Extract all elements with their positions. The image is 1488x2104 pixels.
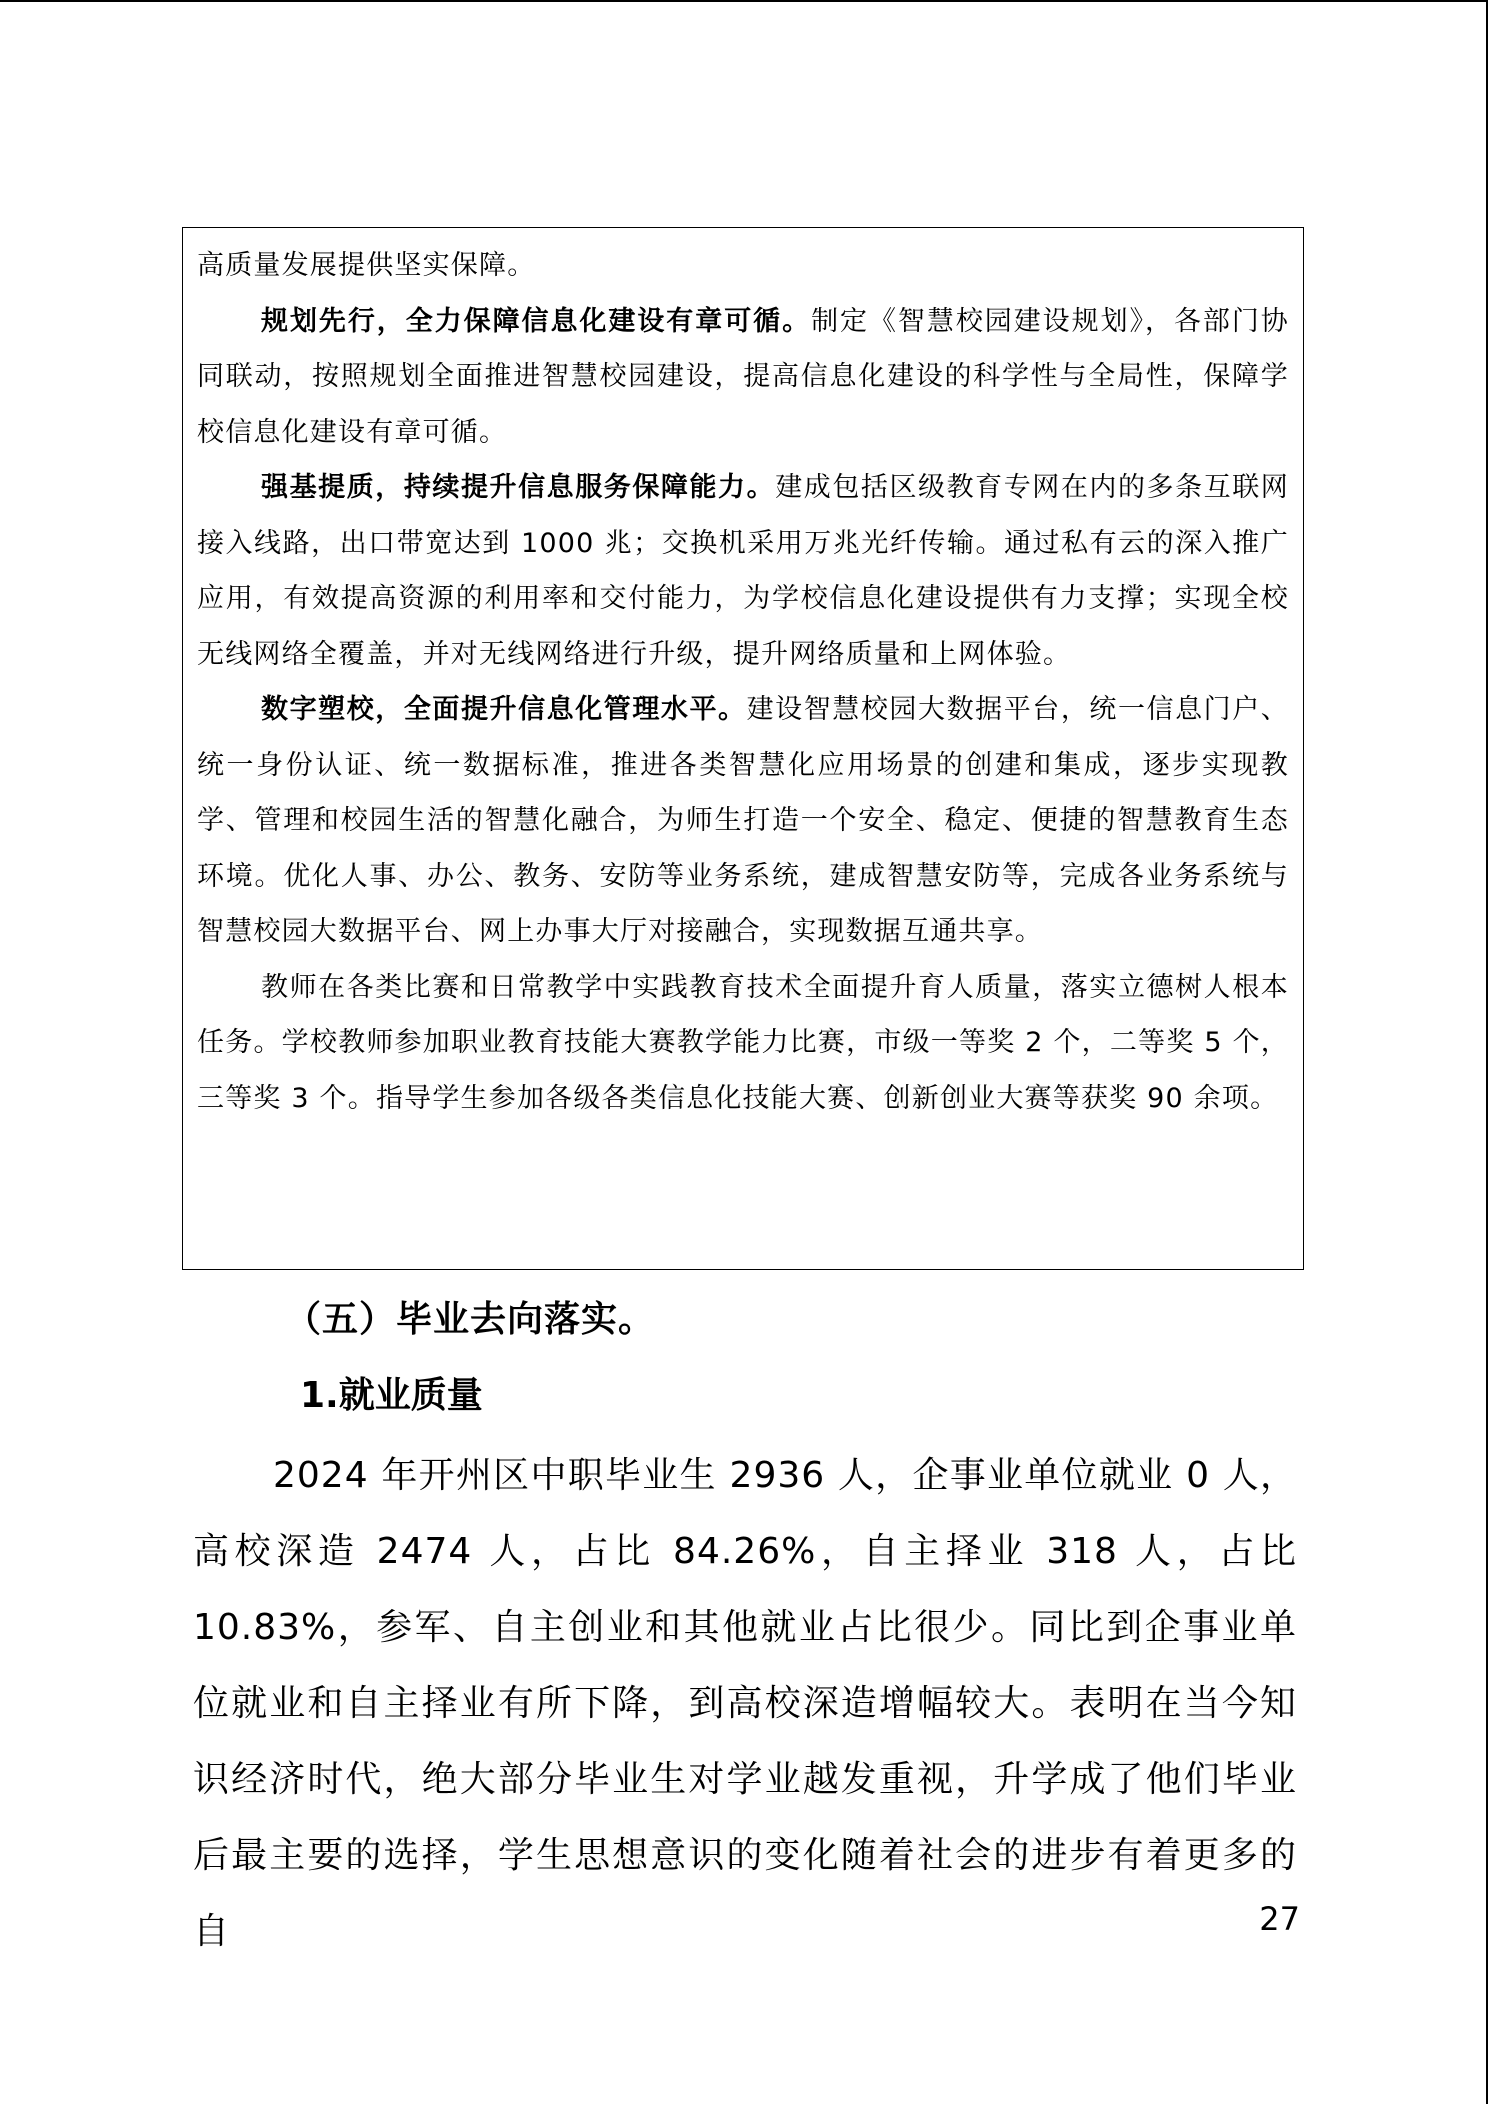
box-paragraph-3-lead: 数字塑校，全面提升信息化管理水平。	[261, 694, 747, 725]
box-paragraph-0: 高质量发展提供坚实保障。	[197, 250, 536, 281]
box-paragraph-3-text: 建设智慧校园大数据平台，统一信息门户、统一身份认证、统一数据标准，推进各类智慧化应用场景的创建和集成，逐步实现教学、管理和校园生活的智慧化融合，为师生打造一个安全、稳定、便捷的智慧教育生态环境。优化人事、办公、教务、安防等业务系统，建成智慧安防等，完成各业务系统与智慧校园大数据平台、网上办事大厅对接融合，实现数据互通共享。	[197, 694, 1289, 947]
box-paragraph-2-text: 建成包括区级教育专网在内的多条互联网接入线路，出口带宽达到 1000 兆；交换机采用万兆光纤传输。通过私有云的深入推广应用，有效提高资源的利用率和交付能力，为学校信息化建设提供有力支撑；实现全校无线网络全覆盖，并对无线网络进行升级，提升网络质量和上网体验。	[197, 472, 1289, 670]
body-paragraph: 2024 年开州区中职毕业生 2936 人，企事业单位就业 0 人，高校深造 2474 人，占比 84.26%，自主择业 318 人，占比 10.83%，参军、自主创业和其他就业占比很少。同比到企事业单位就业和自主择业有所下降，到高校深造增幅较大。表明在当今知识经济时代，绝大部分毕业生对学业越发重视，升学成了他们毕业后最主要的选择，学生思想意识的变化随着社会的进步有着更多的自	[193, 1455, 1297, 1952]
bordered-text-box	[182, 227, 1304, 1270]
box-paragraph-2-lead: 强基提质，持续提升信息服务保障能力。	[261, 472, 776, 503]
box-paragraph-4: 教师在各类比赛和日常教学中实践教育技术全面提升育人质量，落实立德树人根本任务。学校教师参加职业教育技能大赛教学能力比赛，市级一等奖 2 个，二等奖 5 个，三等奖 3 个。指导学生参加各级各类信息化技能大赛、创新创业大赛等获奖 90 余项。	[197, 971, 1289, 1114]
box-paragraph-1	[197, 294, 1289, 461]
page-frame-top-border	[0, 0, 1488, 2]
box-paragraph-3	[197, 682, 1289, 960]
section-heading: （五）毕业去向落实。	[285, 1299, 656, 1340]
box-paragraph-1-text: 制定《智慧校园建设规划》，各部门协同联动，按照规划全面推进智慧校园建设，提高信息化建设的科学性与全局性，保障学校信息化建设有章可循。	[197, 305, 1289, 448]
sub-heading: 1.就业质量	[300, 1375, 483, 1416]
box-paragraph-2	[197, 460, 1289, 682]
page-number: 27	[1259, 1900, 1300, 1938]
box-paragraph-1-lead: 规划先行，全力保障信息化建设有章可循。	[261, 305, 812, 337]
